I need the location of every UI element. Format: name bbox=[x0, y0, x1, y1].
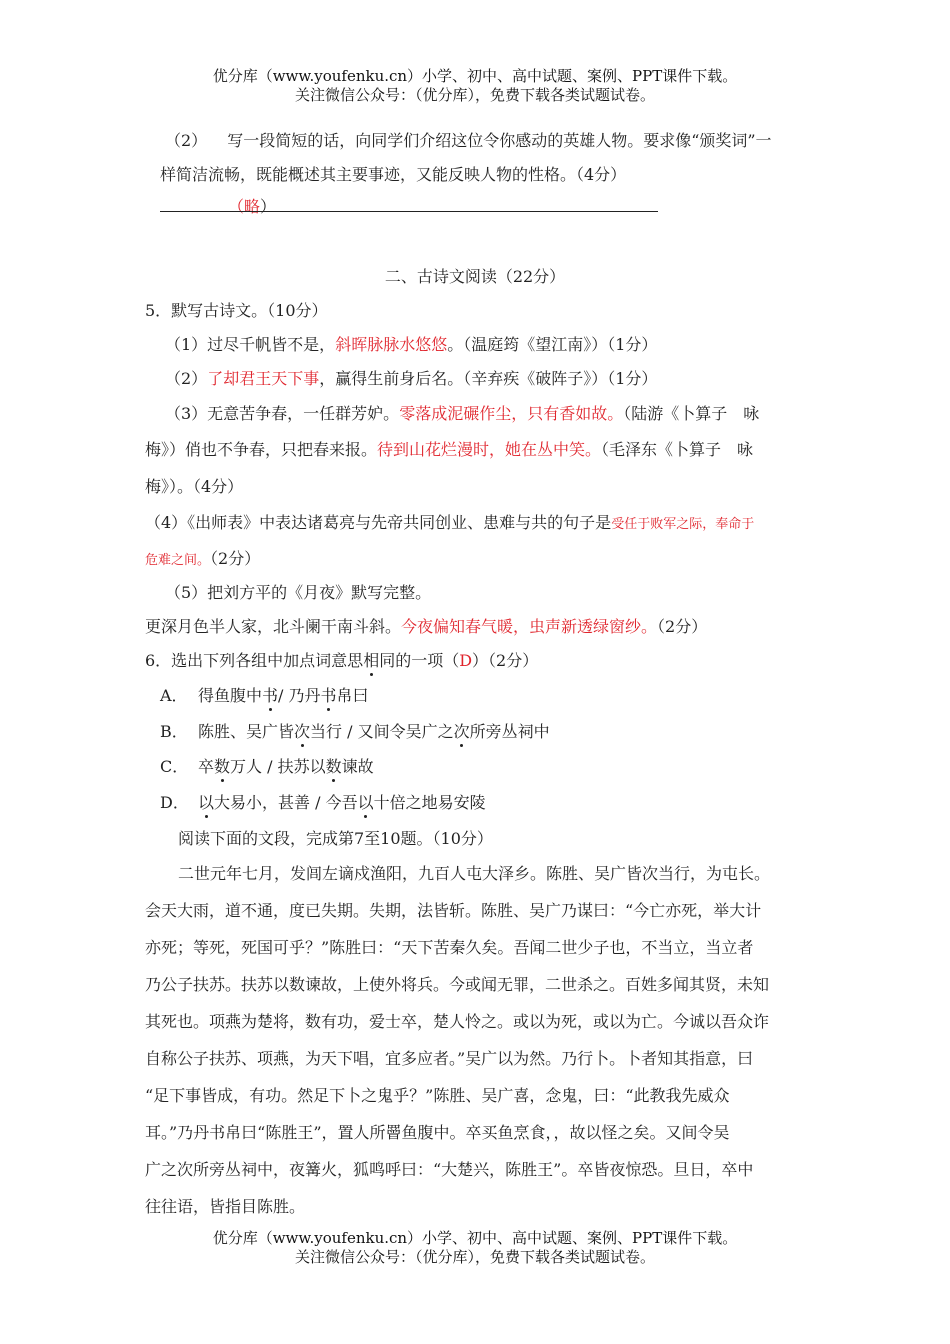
q5-3-source-2: （毛泽东《卜算子 咏 bbox=[601, 440, 754, 459]
reading-intro: 阅读下面的文段，完成第7至10题。（10分） bbox=[178, 829, 493, 848]
passage-line: 往往语，皆指目陈胜。 bbox=[145, 1197, 306, 1216]
q4-2-line-1 bbox=[165, 128, 772, 151]
passage-line: “足下事皆成，有功。然足下卜之鬼乎？”陈胜、吴广喜，念鬼，曰：“此教我先威众 bbox=[145, 1086, 730, 1105]
q5-4-points: （2分） bbox=[210, 549, 261, 568]
q5-3-answer-1: 零落成泥碾作尘，只有香如故。 bbox=[399, 404, 624, 423]
q6-option-c bbox=[160, 754, 374, 777]
header-line-2: 关注微信公众号：（优分库），免费下载各类试题试卷。 bbox=[294, 86, 655, 104]
q5-4-prompt: （4）《出师表》中表达诸葛亮与先帝共同创业、患难与共的句子是 bbox=[145, 513, 612, 532]
passage-line: 自称公子扶苏、项燕，为天下唱，宜多应者。”吴广以为然。乃行卜。卜者知其指意，曰 bbox=[145, 1049, 754, 1068]
option-dotted-word: 数 bbox=[214, 754, 230, 777]
footer-line-2: 关注微信公众号：（优分库），免费下载各类试题试卷。 bbox=[294, 1248, 655, 1266]
q5-3-prompt: （3）无意苦争春，一任群芳妒。 bbox=[165, 404, 400, 423]
q5-4-answer-1: 受任于败军之际，奉命于 bbox=[611, 517, 755, 532]
option-label: D． bbox=[160, 793, 189, 812]
q6-option-b bbox=[160, 719, 550, 742]
option-text: / 乃丹 bbox=[278, 686, 321, 705]
q5-3-source-1: （陆游《卜算子 咏 bbox=[623, 404, 760, 423]
q6-answer: D bbox=[459, 651, 473, 670]
q5-part-4-line-1 bbox=[145, 510, 754, 533]
q5-part-5-stem: （5）把刘方平的《月夜》默写完整。 bbox=[165, 583, 432, 602]
option-dotted-word: 以 bbox=[358, 790, 374, 813]
option-label: C． bbox=[160, 757, 189, 776]
q5-part-4-line-2 bbox=[145, 546, 260, 569]
passage-line: 耳。”乃丹书帛曰“陈胜王”，置人所罾鱼腹中。卒买鱼烹食，，故以怪之矣。又间令吴 bbox=[145, 1123, 730, 1142]
option-dotted-word: 次 bbox=[294, 719, 310, 742]
option-text: 卒 bbox=[198, 757, 215, 776]
q5-2-answer: 了却君王天下事 bbox=[207, 369, 320, 388]
option-text: 十倍之地易安陵 bbox=[373, 793, 486, 812]
passage-line: 广之次所旁丛祠中，夜篝火，狐鸣呼曰：“大楚兴，陈胜王”。卒皆夜惊恐。旦日，卒中 bbox=[145, 1160, 754, 1179]
section-2-title: 二、古诗文阅读（22分） bbox=[384, 267, 566, 286]
q5-5-answer: 今夜偏知春气暖，虫声新透绿窗纱。 bbox=[401, 617, 658, 636]
option-text: 帛曰 bbox=[336, 686, 369, 705]
q6-option-d bbox=[160, 790, 486, 813]
option-text: 所旁丛祠中 bbox=[469, 722, 550, 741]
option-dotted-word: 数 bbox=[326, 754, 342, 777]
q4-2-text-1: 写一段简短的话，向同学们介绍这位令你感动的英雄人物。要求像“颁奖词”一 bbox=[227, 131, 772, 150]
q5-part-3-line-3: 梅》）。（4分） bbox=[145, 477, 244, 496]
q5-1-source: 。（温庭筠《望江南》）（1分） bbox=[447, 335, 658, 354]
q5-2-prompt: ，赢得生前身后名。（辛弃疾《破阵子》）（1分） bbox=[319, 369, 658, 388]
q5-stem: 5．默写古诗文。（10分） bbox=[145, 301, 328, 320]
q5-part-2 bbox=[165, 366, 657, 389]
option-label: B． bbox=[160, 722, 188, 741]
passage-line: 二世元年七月，发闾左谪戍渔阳，九百人屯大泽乡。陈胜、吴广皆次当行，为屯长。 bbox=[178, 864, 771, 883]
q6-option-a bbox=[160, 683, 369, 706]
q5-part-5-poem bbox=[145, 614, 707, 637]
q4-2-line-2: 样简洁流畅，既能概述其主要事迹，又能反映人物的性格。（4分） bbox=[160, 165, 627, 184]
option-text: 当行 / 又间令吴广之 bbox=[310, 722, 454, 741]
q5-part-3-line-1 bbox=[165, 401, 759, 424]
option-dotted-word: 书 bbox=[321, 683, 337, 706]
q6-stem-a: 6．选出下列各组中加点词意思 bbox=[145, 651, 364, 670]
footer-line-1: 优分库（www.youfenku.cn）小学、初中、高中试题、案例、PPT课件下载。 bbox=[212, 1229, 738, 1247]
q5-5-prompt: 更深月色半人家，北斗阑干南斗斜。 bbox=[145, 617, 402, 636]
q5-part-3-line-2 bbox=[145, 437, 753, 460]
q5-3-answer-2: 待到山花烂漫时，她在丛中笑。 bbox=[377, 440, 602, 459]
option-label: A． bbox=[160, 686, 188, 705]
option-text: 谏故 bbox=[341, 757, 374, 776]
passage-line: 其死也。项燕为楚将，数有功，爱士卒，楚人怜之。或以为死，或以为亡。今诚以吾众诈 bbox=[145, 1012, 770, 1031]
option-dotted-word: 次 bbox=[454, 719, 470, 742]
q4-2-number: （2） bbox=[165, 131, 208, 150]
q4-2-answer bbox=[228, 194, 276, 217]
q6-stem-c: ）（2分） bbox=[472, 651, 539, 670]
q5-3-prompt-2: 梅》）俏也不争春，只把春来报。 bbox=[145, 440, 378, 459]
q5-1-prompt: （1）过尽千帆皆不是， bbox=[165, 335, 336, 354]
option-text: 大易小，甚善 / 今吾 bbox=[214, 793, 358, 812]
q5-2-number: （2） bbox=[165, 369, 208, 388]
option-dotted-word: 书 bbox=[262, 683, 278, 706]
q5-part-1 bbox=[165, 332, 657, 355]
answer-close-paren: ） bbox=[260, 197, 277, 216]
option-text: 得鱼腹中 bbox=[198, 686, 263, 705]
q6-stem bbox=[145, 648, 538, 671]
header-line-1: 优分库（www.youfenku.cn）小学、初中、高中试题、案例、PPT课件下载。 bbox=[212, 67, 738, 85]
answer-open-paren: （ bbox=[228, 197, 245, 216]
passage-line: 会天大雨，道不通，度已失期。失期，法皆斩。陈胜、吴广乃谋曰：“今亡亦死，举大计 bbox=[145, 901, 762, 920]
option-dotted-word: 以 bbox=[198, 790, 214, 813]
answer-underline bbox=[160, 211, 658, 212]
option-text: 万人 / 扶苏以 bbox=[230, 757, 326, 776]
q5-5-points: （2分） bbox=[657, 617, 708, 636]
answer-omitted: 略 bbox=[244, 197, 261, 216]
option-text: 陈胜、吴广皆 bbox=[198, 722, 295, 741]
q6-stem-b: 同的一项（ bbox=[379, 651, 460, 670]
q5-4-answer-2: 危难之间。 bbox=[145, 553, 211, 568]
q6-stem-dotted: 相 bbox=[363, 648, 379, 671]
passage-line: 乃公子扶苏。扶苏以数谏故，上使外将兵。今或闻无罪，二世杀之。百姓多闻其贤，未知 bbox=[145, 975, 770, 994]
passage-line: 亦死；等死，死国可乎？”陈胜曰：“天下苦秦久矣。吾闻二世少子也，不当立，当立者 bbox=[145, 938, 754, 957]
q5-1-answer: 斜晖脉脉水悠悠 bbox=[335, 335, 448, 354]
